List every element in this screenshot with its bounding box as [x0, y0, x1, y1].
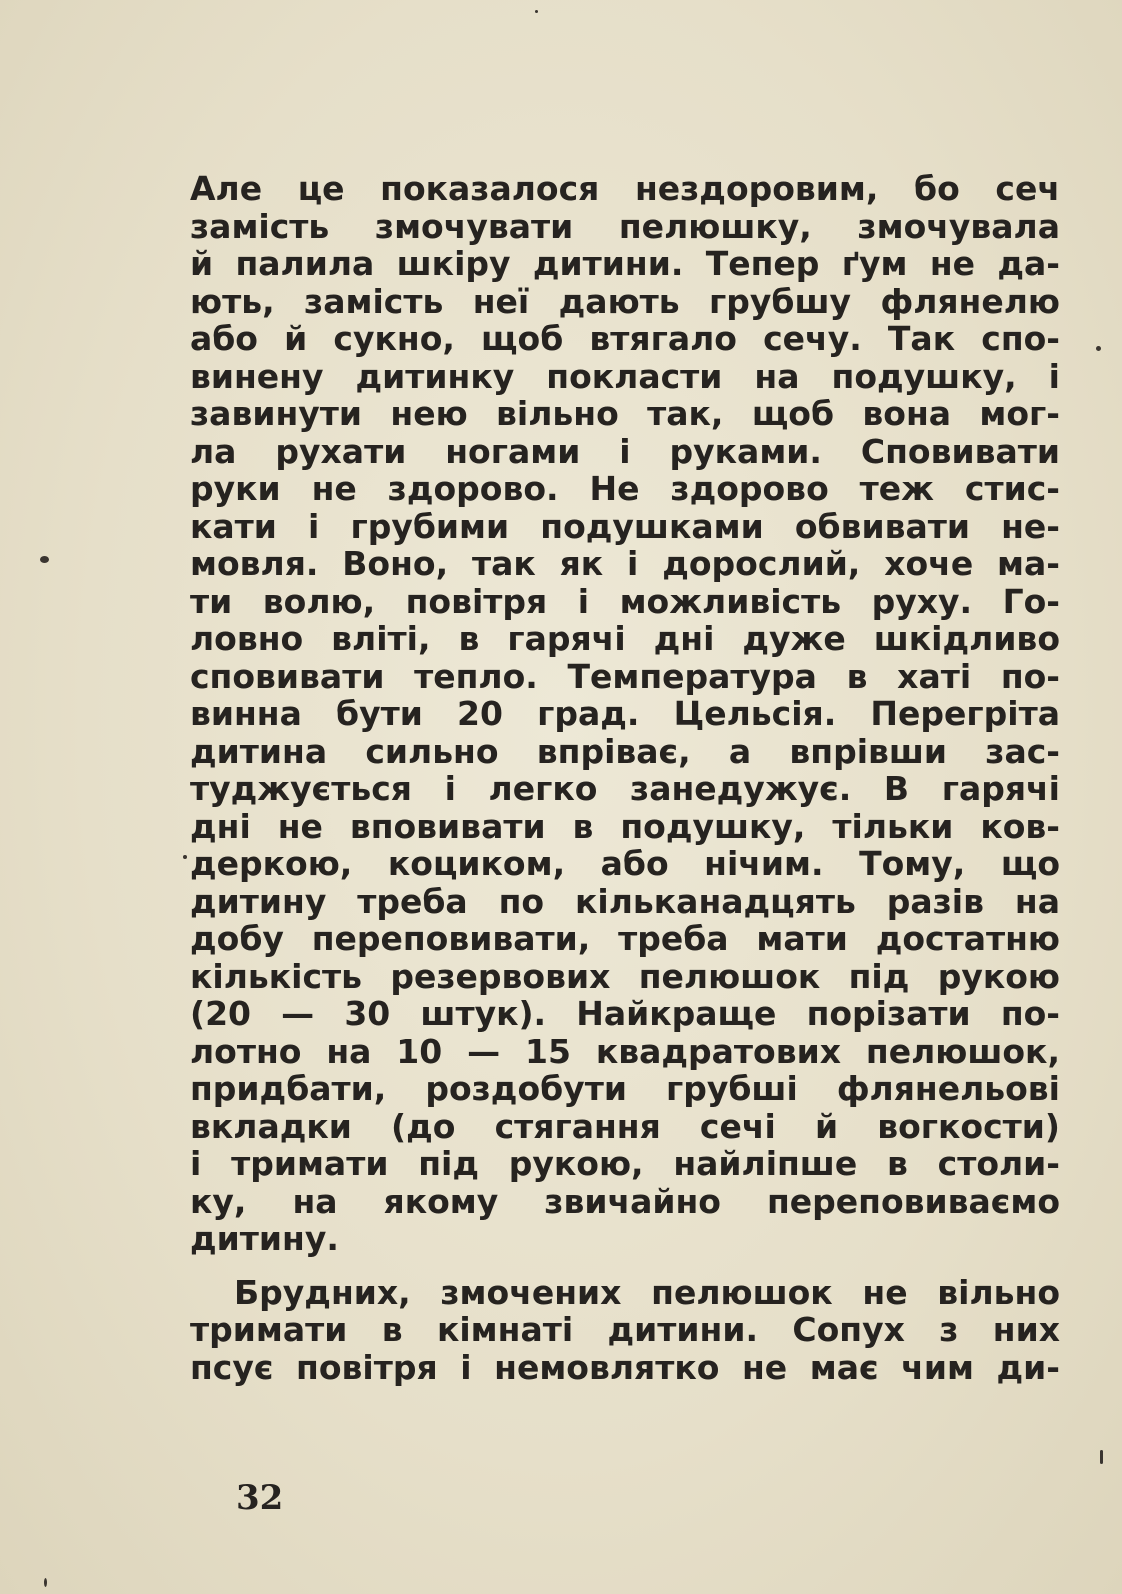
text-line: або й сукно, щоб втягало сечу. Так спо-: [190, 320, 1060, 358]
text-line: туджується і легко занедужує. В гарячі: [190, 770, 1060, 808]
text-line: винна бути 20 град. Цельсія. Перегріта: [190, 695, 1060, 733]
ink-speck: [535, 10, 538, 13]
text-line: мовля. Воно, так як і дорослий, хоче ма-: [190, 545, 1060, 583]
text-line: замість змочувати пелюшку, змочувала: [190, 207, 1060, 245]
text-line: тримати в кімнаті дитини. Сопух з них: [190, 1311, 1060, 1349]
text-line: ла рухати ногами і руками. Сповивати: [190, 432, 1060, 470]
text-line: ловно вліті, в гарячі дні дуже шкідливо: [190, 620, 1060, 658]
text-line: ку, на якому звичайно переповиваємо: [190, 1182, 1060, 1220]
text-line: добу переповивати, треба мати достатню: [190, 920, 1060, 958]
text-line: лотно на 10 — 15 квадратових пелюшок,: [190, 1032, 1060, 1070]
text-line: дитину.: [190, 1220, 339, 1258]
text-line: руки не здорово. Не здорово теж стис-: [190, 470, 1060, 508]
text-line: придбати, роздобути грубші флянельові: [190, 1070, 1060, 1108]
text-line: ти волю, повітря і можливість руху. Го-: [190, 582, 1060, 620]
text-line: винену дитинку покласти на подушку, і: [190, 357, 1060, 395]
text-line: дні не вповивати в подушку, тільки ков-: [190, 807, 1060, 845]
paragraph-2: [190, 1274, 1060, 1387]
text-line: деркою, коциком, або нічим. Тому, що: [190, 845, 1060, 883]
ink-speck: [1100, 1450, 1103, 1464]
text-line: дитину треба по кільканадцять разів на: [190, 882, 1060, 920]
text-line: Але це показалося нездоровим, бо сеч: [190, 170, 1060, 208]
text-line: і тримати під рукою, найліпше в столи-: [190, 1145, 1060, 1183]
text-line: й палила шкіру дитини. Тепер ґум не да-: [190, 245, 1060, 283]
text-line: сповивати тепло. Температура в хаті по-: [190, 657, 1060, 695]
body-text: [190, 170, 1060, 1386]
text-line: кати і грубими подушками обвивати не-: [190, 507, 1060, 545]
text-line: Брудних, змочених пелюшок не вільно: [234, 1273, 1060, 1311]
text-line: (20 — 30 штук). Найкраще порізати по-: [190, 995, 1060, 1033]
ink-speck: [1096, 346, 1101, 351]
text-line: завинути нею вільно так, щоб вона мог-: [190, 395, 1060, 433]
ink-speck: [183, 855, 187, 859]
text-line: кількість резервових пелюшок під рукою: [190, 957, 1060, 995]
text-line: дитина сильно впріває, а впрівши зас-: [190, 732, 1060, 770]
page-number: 32: [236, 1478, 284, 1518]
ink-speck: [44, 1578, 47, 1587]
text-line: ють, замість неї дають грубшу флянелю: [190, 282, 1060, 320]
text-line: псує повітря і немовлятко не має чим ди-: [190, 1348, 1060, 1386]
ink-speck: [40, 556, 49, 563]
text-line: вкладки (до стягання сечі й вогкости): [190, 1107, 1060, 1145]
paragraph-1: [190, 170, 1060, 1258]
